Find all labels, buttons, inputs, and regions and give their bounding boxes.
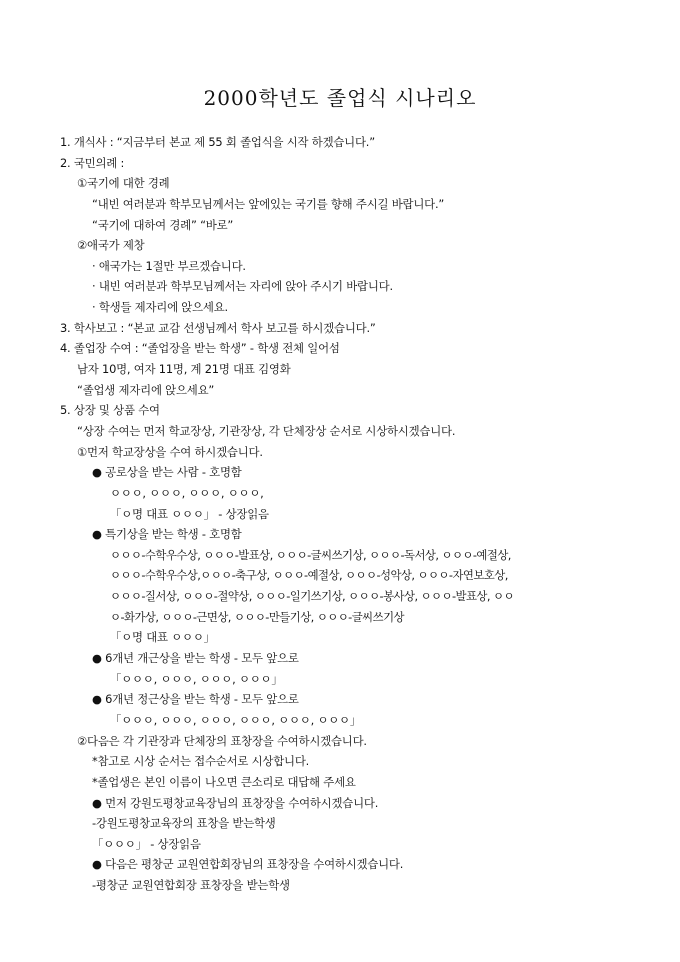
document-line: 1. 개식사 : “지금부터 본교 제 55 회 졸업식을 시작 하겠습니다.” [60,135,375,149]
document-line: “국기에 대하여 경례” “바로” [92,217,234,232]
document-line: ● 특기상을 받는 학생 - 호명함 [92,527,242,542]
document-line: 남자 10명, 여자 11명, 계 21명 대표 김영화 [77,362,291,377]
document-line: *참고로 시상 순서는 접수순서로 시상합니다. [92,754,310,769]
document-line: ㅇㅇㅇ-수학우수상,ㅇㅇㅇ-축구상, ㅇㅇㅇ-예절상, ㅇㅇㅇ-성악상, ㅇㅇㅇ-자연보호상, [110,568,508,583]
document-line: *졸업생은 본인 이름이 나오면 큰소리로 대답해 주세요 [92,774,356,789]
document-line: 5. 상장 및 상품 수여 [60,403,160,418]
document-line: “내빈 여러분과 학부모님께서는 앞에있는 국기를 향해 주시길 바랍니다.” [92,196,445,211]
document-line: “상장 수여는 먼저 학교장상, 기관장상, 각 단체장상 순서로 시상하시겠습니다. [77,423,456,438]
document-line: -평창군 교원연합회장 표창장을 받는학생 [92,878,290,893]
document-line: ● 다음은 평창군 교원연합회장님의 표창장을 수여하시겠습니다. [92,857,404,872]
document-line: ①국기에 대한 경례 [77,176,170,191]
document-line: 2. 국민의례 : [60,155,125,170]
document-line: · 애국가는 1절만 부르겠습니다. [92,258,246,273]
document-line: ● 6개년 정근상을 받는 학생 - 모두 앞으로 [92,692,299,707]
document-body [0,132,680,896]
document-line: ㅇㅇㅇ-수학우수상, ㅇㅇㅇ-발표상, ㅇㅇㅇ-글씨쓰기상, ㅇㅇㅇ-독서상, ㅇㅇㅇ-예절상, [110,547,511,562]
document-line: ● 6개년 개근상을 받는 학생 - 모두 앞으로 [92,651,299,666]
document-line: -강원도평창교육장의 표창을 받는학생 [92,816,276,831]
document-line: 「ㅇ명 대표 ㅇㅇㅇ」 - 상장읽음 [110,506,269,521]
document-line: ①먼저 학교장상을 수여 하시겠습니다. [77,444,263,459]
document-line: 「ㅇㅇㅇ, ㅇㅇㅇ, ㅇㅇㅇ, ㅇㅇㅇ」 [110,671,283,686]
document-line: ②애국가 제창 [77,238,145,253]
document-line: “졸업생 제자리에 앉으세요” [77,382,215,397]
document-line: ● 공로상을 받는 사람 - 호명함 [92,465,242,480]
document-line: ㅇㅇㅇ-질서상, ㅇㅇㅇ-절약상, ㅇㅇㅇ-일기쓰기상, ㅇㅇㅇ-봉사상, ㅇㅇㅇ-발표상, ㅇㅇ [110,589,514,604]
document-line: · 내빈 여러분과 학부모님께서는 자리에 앉아 주시기 바랍니다. [92,279,393,294]
document-line: ②다음은 각 기관장과 단체장의 표창장을 수여하시겠습니다. [77,733,367,748]
document-line: · 학생들 제자리에 앉으세요. [92,300,228,315]
document-line: ● 먼저 강원도평창교육장님의 표창장을 수여하시겠습니다. [92,795,379,810]
document-line: ㅇ-화가상, ㅇㅇㅇ-근면상, ㅇㅇㅇ-만들기상, ㅇㅇㅇ-글씨쓰기상 [110,609,405,624]
document-line: 「ㅇㅇㅇ, ㅇㅇㅇ, ㅇㅇㅇ, ㅇㅇㅇ, ㅇㅇㅇ, ㅇㅇㅇ」 [110,712,362,727]
document-line: 4. 졸업장 수여 : “졸업장을 받는 학생” - 학생 전체 일어섬 [60,341,340,356]
document-line: 「ㅇ명 대표 ㅇㅇㅇ」 [110,630,215,645]
document-title: 2000학년도 졸업식 시나리오 [203,86,477,110]
document-line: 「ㅇㅇㅇ」 - 상장읽음 [92,836,201,851]
document-line: ㅇㅇㅇ, ㅇㅇㅇ, ㅇㅇㅇ, ㅇㅇㅇ, [110,485,264,500]
document-line: 3. 학사보고 : “본교 교감 선생님께서 학사 보고를 하시겠습니다.” [60,320,376,335]
